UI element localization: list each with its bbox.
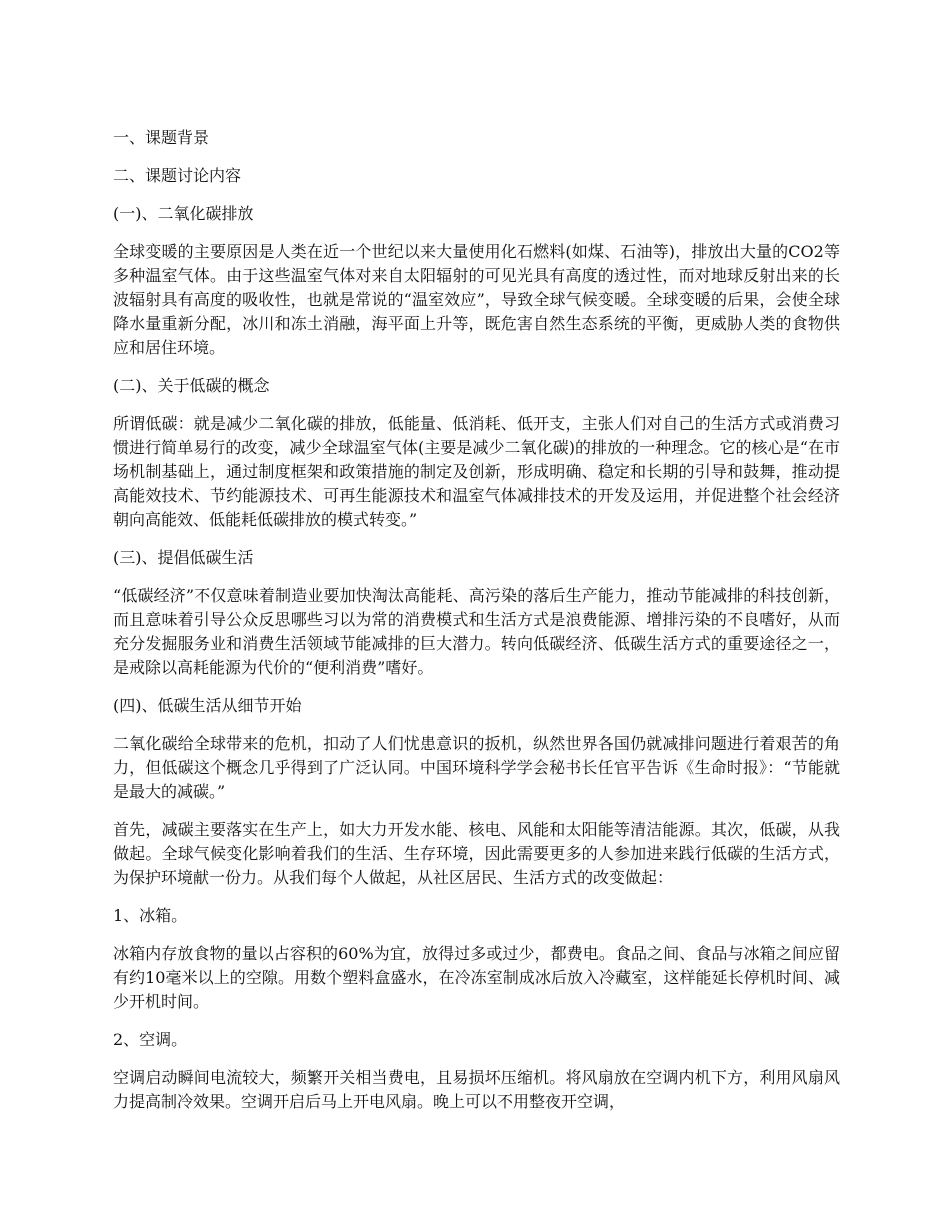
section-heading-discussion: 二、课题讨论内容 xyxy=(113,166,242,185)
paragraph-co2-crisis: 二氧化碳给全球带来的危机，扣动了人们忧患意识的扳机，纵然世界各国仍就减排问题进行着艰苦的角力，但低碳这个概念几乎得到了广泛认同。中国环境科学学会秘书长任官平告诉《生命时报》：“节能就是最大的减碳。” xyxy=(113,734,840,801)
subsection-heading-low-carbon-concept: (二)、关于低碳的概念 xyxy=(113,376,270,395)
section-heading-background: 一、课题背景 xyxy=(113,128,210,147)
document-page xyxy=(113,126,840,1128)
subsection-heading-co2-emission: (一)、二氧化碳排放 xyxy=(113,204,254,223)
paragraph-low-carbon-definition: 所谓低碳：就是减少二氧化碳的排放，低能量、低消耗、低开支，主张人们对自己的生活方式或消费习惯进行简单易行的改变，减少全球温室气体(主要是减少二氧化碳)的排放的一种理念。它的核心是“在市场机制基础上，通过制度框架和政策措施的制定及创新，形成明确、稳定和长期的引导和鼓舞，推动提高能效技术、节约能源技术、可再生能源技术和温室气体减排技术的开发及运用，并促进整个社会经济朝向高能效、低能耗低碳排放的模式转变。” xyxy=(113,414,840,529)
item-heading-air-conditioner: 2、空调。 xyxy=(113,1030,188,1049)
paragraph-fridge: 冰箱内存放食物的量以占容积的60%为宜，放得过多或过少，都费电。食品之间、食品与冰箱之间应留有约10毫米以上的空隙。用数个塑料盒盛水，在冷冻室制成冰后放入冷藏室，这样能延长停机时间、减少开机时间。 xyxy=(113,944,840,1011)
paragraph-low-carbon-economy: “低碳经济”不仅意味着制造业要加快淘汰高能耗、高污染的落后生产能力，推动节能减排的科技创新，而且意味着引导公众反思哪些习以为常的消费模式和生活方式是浪费能源、增排污染的不良嗜好，从而充分发掘服务业和消费生活领域节能减排的巨大潜力。转向低碳经济、低碳生活方式的重要途径之一，是戒除以高耗能源为代价的“便利消费”嗜好。 xyxy=(113,586,840,677)
subsection-heading-promote-low-carbon: (三)、提倡低碳生活 xyxy=(113,548,254,567)
paragraph-global-warming: 全球变暖的主要原因是人类在近一个世纪以来大量使用化石燃料(如煤、石油等)，排放出大量的CO2等多种温室气体。由于这些温室气体对来自太阳辐射的可见光具有高度的透过性，而对地球反射出来的长波辐射具有高度的吸收性，也就是常说的“温室效应”，导致全球气候变暖。全球变暖的后果，会使全球降水量重新分配，冰川和冻土消融，海平面上升等，既危害自然生态系统的平衡，更威胁人类的食物供应和居住环境。 xyxy=(113,242,840,357)
subsection-heading-details: (四)、低碳生活从细节开始 xyxy=(113,696,302,715)
item-heading-fridge: 1、冰箱。 xyxy=(113,906,188,925)
paragraph-first-reduce-carbon: 首先，减碳主要落实在生产上，如大力开发水能、核电、风能和太阳能等清洁能源。其次，低碳，从我做起。全球气候变化影响着我们的生活、生存环境，因此需要更多的人参加进来践行低碳的生活方式，为保护环境献一份力。从我们每个人做起，从社区居民、生活方式的改变做起： xyxy=(113,820,840,887)
paragraph-air-conditioner: 空调启动瞬间电流较大，频繁开关相当费电，且易损坏压缩机。将风扇放在空调内机下方，利用风扇风力提高制冷效果。空调开启后马上开电风扇。晚上可以不用整夜开空调， xyxy=(113,1068,840,1111)
